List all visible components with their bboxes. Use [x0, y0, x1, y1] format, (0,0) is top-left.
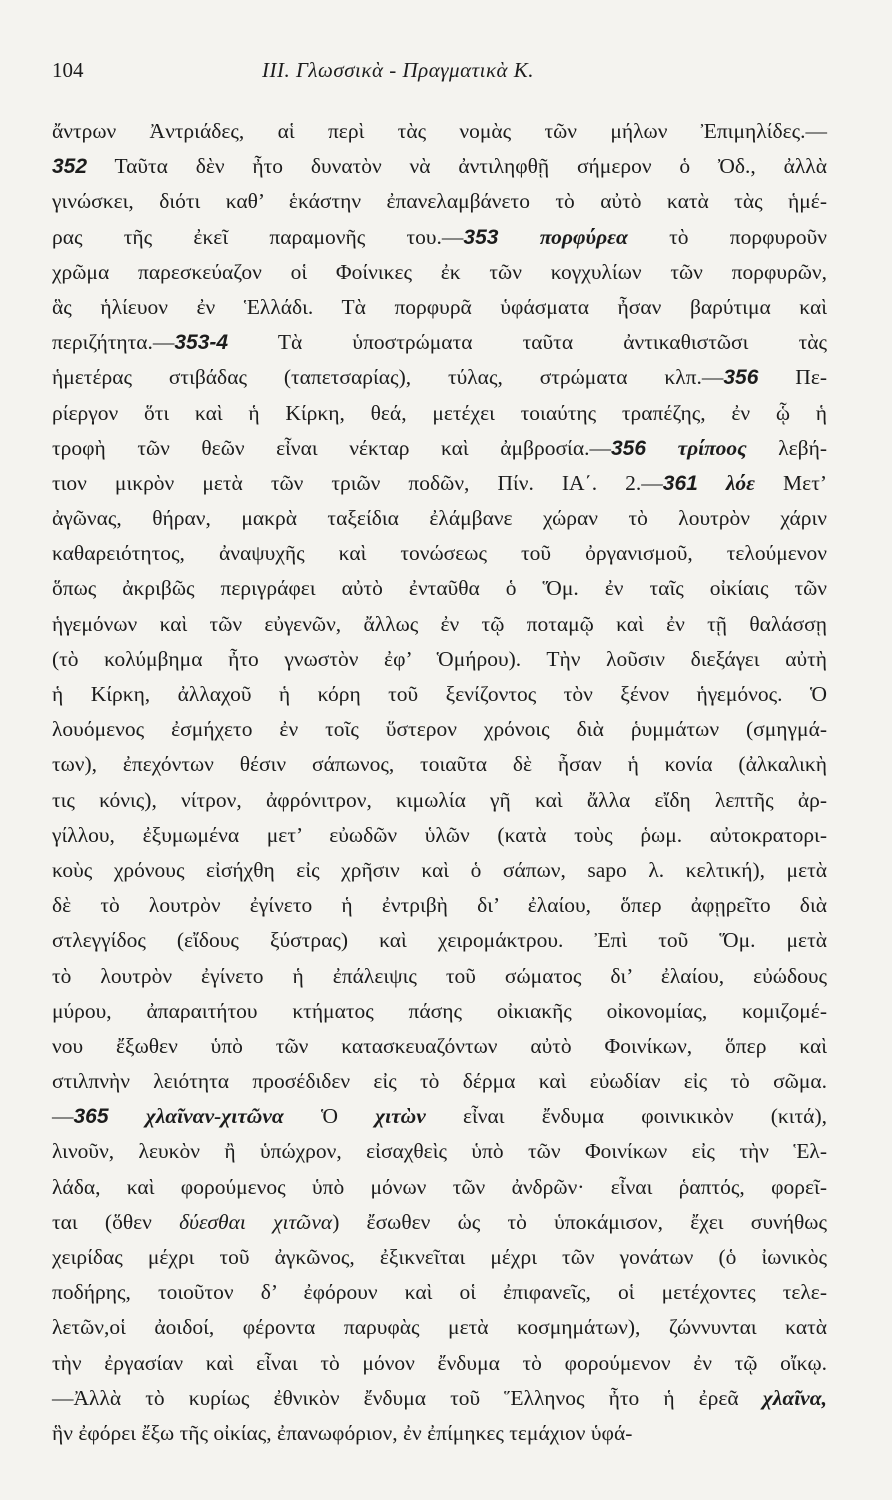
text-line — [52, 818, 827, 853]
text-segment: των), ἐπεχόντων θέσιν σάπωνος, τοιαῦτα δὲ ἦσαν ἡ κονία (ἀλκαλικὴ — [52, 752, 827, 777]
text-segment: τὴν ἐργασίαν καὶ εἶναι τὸ μόνον ἔνδυμα τὸ φορούμενον ἐν τῷ οἴκῳ. — [52, 1350, 827, 1375]
text-segment — [698, 471, 726, 495]
text-line — [52, 1170, 827, 1205]
text-segment: στιλπνὴν λειότητα προσέδιδεν εἰς τὸ δέρμα καὶ εὐωδίαν εἰς τὸ σῶμα. — [52, 1069, 827, 1094]
text-segment: μύρου, ἀπαραιτήτου κτήματος πάσης οἰκιακῆς οἰκονομίας, κομιζομέ- — [52, 998, 827, 1023]
glossed-term: χλαῖνα, — [762, 1385, 827, 1410]
text-line — [52, 888, 827, 923]
text-line — [52, 255, 827, 290]
text-segment: Ὁ — [283, 1104, 376, 1129]
page-number: 104 — [52, 58, 84, 82]
text-segment: ἀγῶνας, θήραν, μακρὰ ταξείδια ἐλάμβανε χώραν τὸ λουτρὸν χάριν — [52, 506, 827, 531]
text-line — [52, 184, 827, 219]
text-segment: — — [52, 1104, 74, 1129]
text-segment: λινοῦν, λευκὸν ἢ ὑπώχρον, εἰσαχθεὶς ὑπὸ τῶν Φοινίκων εἰς τὴν Ἑλ- — [52, 1139, 827, 1164]
text-line — [52, 1134, 827, 1169]
text-segment: τὸ λουτρὸν ἐγίνετο ἡ ἐπάλειψις τοῦ σώματος δι’ ἐλαίου, εὐώδους — [52, 963, 827, 988]
text-segment — [109, 1104, 146, 1128]
text-segment: τις κόνις), νίτρον, ἀφρόνιτρον, κιμωλία γῆ καὶ ἄλλα εἴδη λεπτῆς ἀρ- — [52, 787, 827, 812]
text-line — [52, 396, 827, 431]
text-line — [52, 536, 827, 571]
note-number: 353 — [463, 225, 499, 249]
text-line — [52, 642, 827, 677]
text-segment: Τὰ ὑποστρώματα ταῦτα ἀντικαθιστῶσι τὰς — [228, 330, 827, 355]
text-line — [52, 959, 827, 994]
text-line — [52, 1099, 827, 1134]
glossed-term: πορφύρεα — [539, 224, 628, 249]
text-line — [52, 431, 827, 466]
text-segment: ρίεργον ὅτι καὶ ἡ Κίρκη, θεά, μετέχει τοιαύτης τραπέζης, ἐν ᾧ ἡ — [52, 400, 827, 425]
text-segment — [498, 225, 539, 249]
text-segment: χειρίδας μέχρι τοῦ ἀγκῶνος, ἐξικνεῖται μέχρι τῶν γονάτων (ὁ ἰωνικὸς — [52, 1245, 827, 1269]
text-line — [52, 571, 827, 606]
text-line — [52, 114, 827, 149]
text-line — [52, 1064, 827, 1099]
text-line — [52, 1205, 827, 1240]
text-segment: τροφὴ τῶν θεῶν εἶναι νέκταρ καὶ ἀμβροσία.— — [52, 435, 611, 460]
note-number: 356 — [723, 366, 759, 390]
text-segment: γίλλου, ἐξυμωμένα μετ’ εὐωδῶν ὑλῶν (κατὰ τοὺς ῥωμ. αὐτοκρατορι- — [52, 822, 827, 847]
text-line — [52, 501, 827, 536]
glossed-term: χλαῖναν-χιτῶνα — [145, 1104, 284, 1129]
text-line — [52, 325, 827, 360]
text-segment: ἃς ἡλίευον ἐν Ἑλλάδι. Τὰ πορφυρᾶ ὑφάσματα ἦσαν βαρύτιμα καὶ — [52, 294, 827, 319]
text-segment: ποδήρης, τοιοῦτον δ’ ἐφόρουν καὶ οἱ ἐπιφανεῖς, οἱ μετέχοντες τελε- — [52, 1280, 827, 1305]
text-line — [52, 783, 827, 818]
text-segment: κοὺς χρόνους εἰσήχθη εἰς χρῆσιν καὶ ὁ σάπων, sapo λ. κελτική), μετὰ — [52, 857, 827, 882]
text-line — [52, 466, 827, 501]
note-number: 352 — [52, 155, 88, 179]
text-line — [52, 1310, 827, 1345]
text-segment: ἣν ἐφόρει ἔξω τῆς οἰκίας, ἐπανωφόριον, ἐν ἐπίμηκες τεμάχιον ὑφά- — [52, 1420, 633, 1445]
text-line — [52, 360, 827, 395]
text-line — [52, 853, 827, 888]
text-segment: λουόμενος ἐσμήχετο ἐν τοῖς ὕστερον χρόνοις διὰ ῥυμμάτων (σμηγμά- — [52, 717, 827, 742]
text-segment: λάδα, καὶ φορούμενος ὑπὸ μόνων τῶν ἀνδρῶν· εἶναι ῥαπτός, φορεῖ- — [52, 1174, 827, 1199]
text-line — [52, 1381, 827, 1416]
text-line — [52, 220, 827, 255]
text-segment: ἡγεμόνων καὶ τῶν εὐγενῶν, ἄλλως ἐν τῷ ποταμῷ καὶ ἐν τῇ θαλάσσῃ — [52, 611, 827, 636]
page-header — [52, 58, 840, 92]
text-segment: χρῶμα παρεσκεύαζον οἱ Φοίνικες ἐκ τῶν κογχυλίων τῶν πορφυρῶν, — [52, 259, 827, 284]
glossed-term: τρίποος — [677, 435, 747, 460]
note-number: 361 — [662, 471, 698, 495]
text-segment: ρας τῆς ἐκεῖ παραμονῆς του.— — [52, 224, 464, 249]
text-segment: εἶναι ἔνδυμα φοινικικὸν (κιτά), — [425, 1104, 827, 1129]
text-segment: λετῶν,οἱ ἀοιδοί, φέροντα παρυφὰς μετὰ κοσμημάτων), ζώννυνται κατὰ — [52, 1315, 827, 1340]
text-segment: ται (ὅθεν — [52, 1209, 180, 1234]
text-line — [52, 1275, 827, 1310]
text-segment: τιον μικρὸν μετὰ τῶν τριῶν ποδῶν, Πίν. ΙΑ΄. 2.— — [52, 470, 663, 495]
text-line — [52, 747, 827, 782]
text-segment: ) ἔσωθεν ὡς τὸ ὑποκάμισον, ἔχει συνήθως — [332, 1209, 827, 1234]
text-segment: ἡμετέρας στιβάδας (ταπετσαρίας), τύλας, στρώματα κλπ.— — [52, 365, 724, 390]
text-line — [52, 923, 827, 958]
note-number: 353-4 — [174, 331, 229, 355]
text-segment: —Ἀλλὰ τὸ κυρίως ἐθνικὸν ἔνδυμα τοῦ Ἕλληνος ἦτο ἡ ἐρεᾶ — [52, 1385, 763, 1410]
text-line — [52, 994, 827, 1029]
text-segment: τὸ πορφυροῦν — [627, 224, 828, 249]
text-line — [52, 149, 827, 184]
text-segment: ὅπως ἀκριβῶς περιγράφει αὐτὸ ἐνταῦθα ὁ Ὅμ. ἐν ταῖς οἰκίαις τῶν — [52, 576, 827, 601]
text-segment: ἄντρων Ἀντριάδες, αἱ περὶ τὰς νομὰς τῶν μήλων Ἐπιμηλίδες.— — [52, 119, 827, 143]
text-segment: δὲ τὸ λουτρὸν ἐγίνετο ἡ ἐντριβὴ δι’ ἐλαίου, ὅπερ ἀφῃρεῖτο διὰ — [52, 893, 827, 918]
text-line — [52, 1029, 827, 1064]
text-line — [52, 290, 827, 325]
text-segment — [646, 436, 678, 460]
text-segment: Ταῦτα δὲν ἦτο δυνατὸν νὰ ἀντιληφθῇ σήμερον ὁ Ὀδ., ἀλλὰ — [87, 154, 827, 179]
glossed-term: λόε — [725, 470, 756, 495]
text-segment: καθαρειότητος, ἀναψυχῆς καὶ τονώσεως τοῦ ὀργανισμοῦ, τελούμενον — [52, 541, 827, 566]
glossed-term: χιτὼν — [375, 1104, 426, 1129]
note-number: 365 — [73, 1105, 109, 1129]
text-segment: ἡ Κίρκη, ἀλλαχοῦ ἡ κόρη τοῦ ξενίζοντος τὸν ξένον ἡγεμόνος. Ὁ — [52, 682, 827, 706]
text-segment: (τὸ κολύμβημα ἦτο γνωστὸν ἐφ’ Ὁμήρου). Τὴν λοῦσιν διεξάγει αὐτὴ — [52, 646, 827, 671]
text-line — [52, 1240, 827, 1275]
text-line — [52, 1346, 827, 1381]
text-segment: γινώσκει, διότι καθ’ ἑκάστην ἐπανελαμβάνετο τὸ αὐτὸ κατὰ τὰς ἡμέ- — [52, 189, 827, 214]
note-number: 356 — [610, 436, 647, 460]
text-line — [52, 712, 827, 747]
text-line — [52, 1416, 827, 1451]
text-segment: Πε- — [758, 365, 828, 390]
text-segment: Μετ’ — [755, 470, 827, 495]
body-text — [52, 114, 827, 1451]
text-line — [52, 607, 827, 642]
text-line — [52, 677, 827, 712]
text-segment: περιζήτητα.— — [52, 330, 175, 355]
text-segment: στλεγγίδος (εἴδους ξύστρας) καὶ χειρομάκτρου. Ἐπὶ τοῦ Ὅμ. μετὰ — [52, 928, 827, 953]
text-segment: νου ἔξωθεν ὑπὸ τῶν κατασκευαζόντων αὐτὸ Φοινίκων, ὅπερ καὶ — [52, 1033, 827, 1058]
italic-phrase: δύεσθαι χιτῶνα — [179, 1209, 333, 1234]
running-title: III. Γλωσσικὰ - Πραγματικὰ Κ. — [262, 58, 535, 82]
text-segment: λεβή- — [746, 435, 828, 460]
